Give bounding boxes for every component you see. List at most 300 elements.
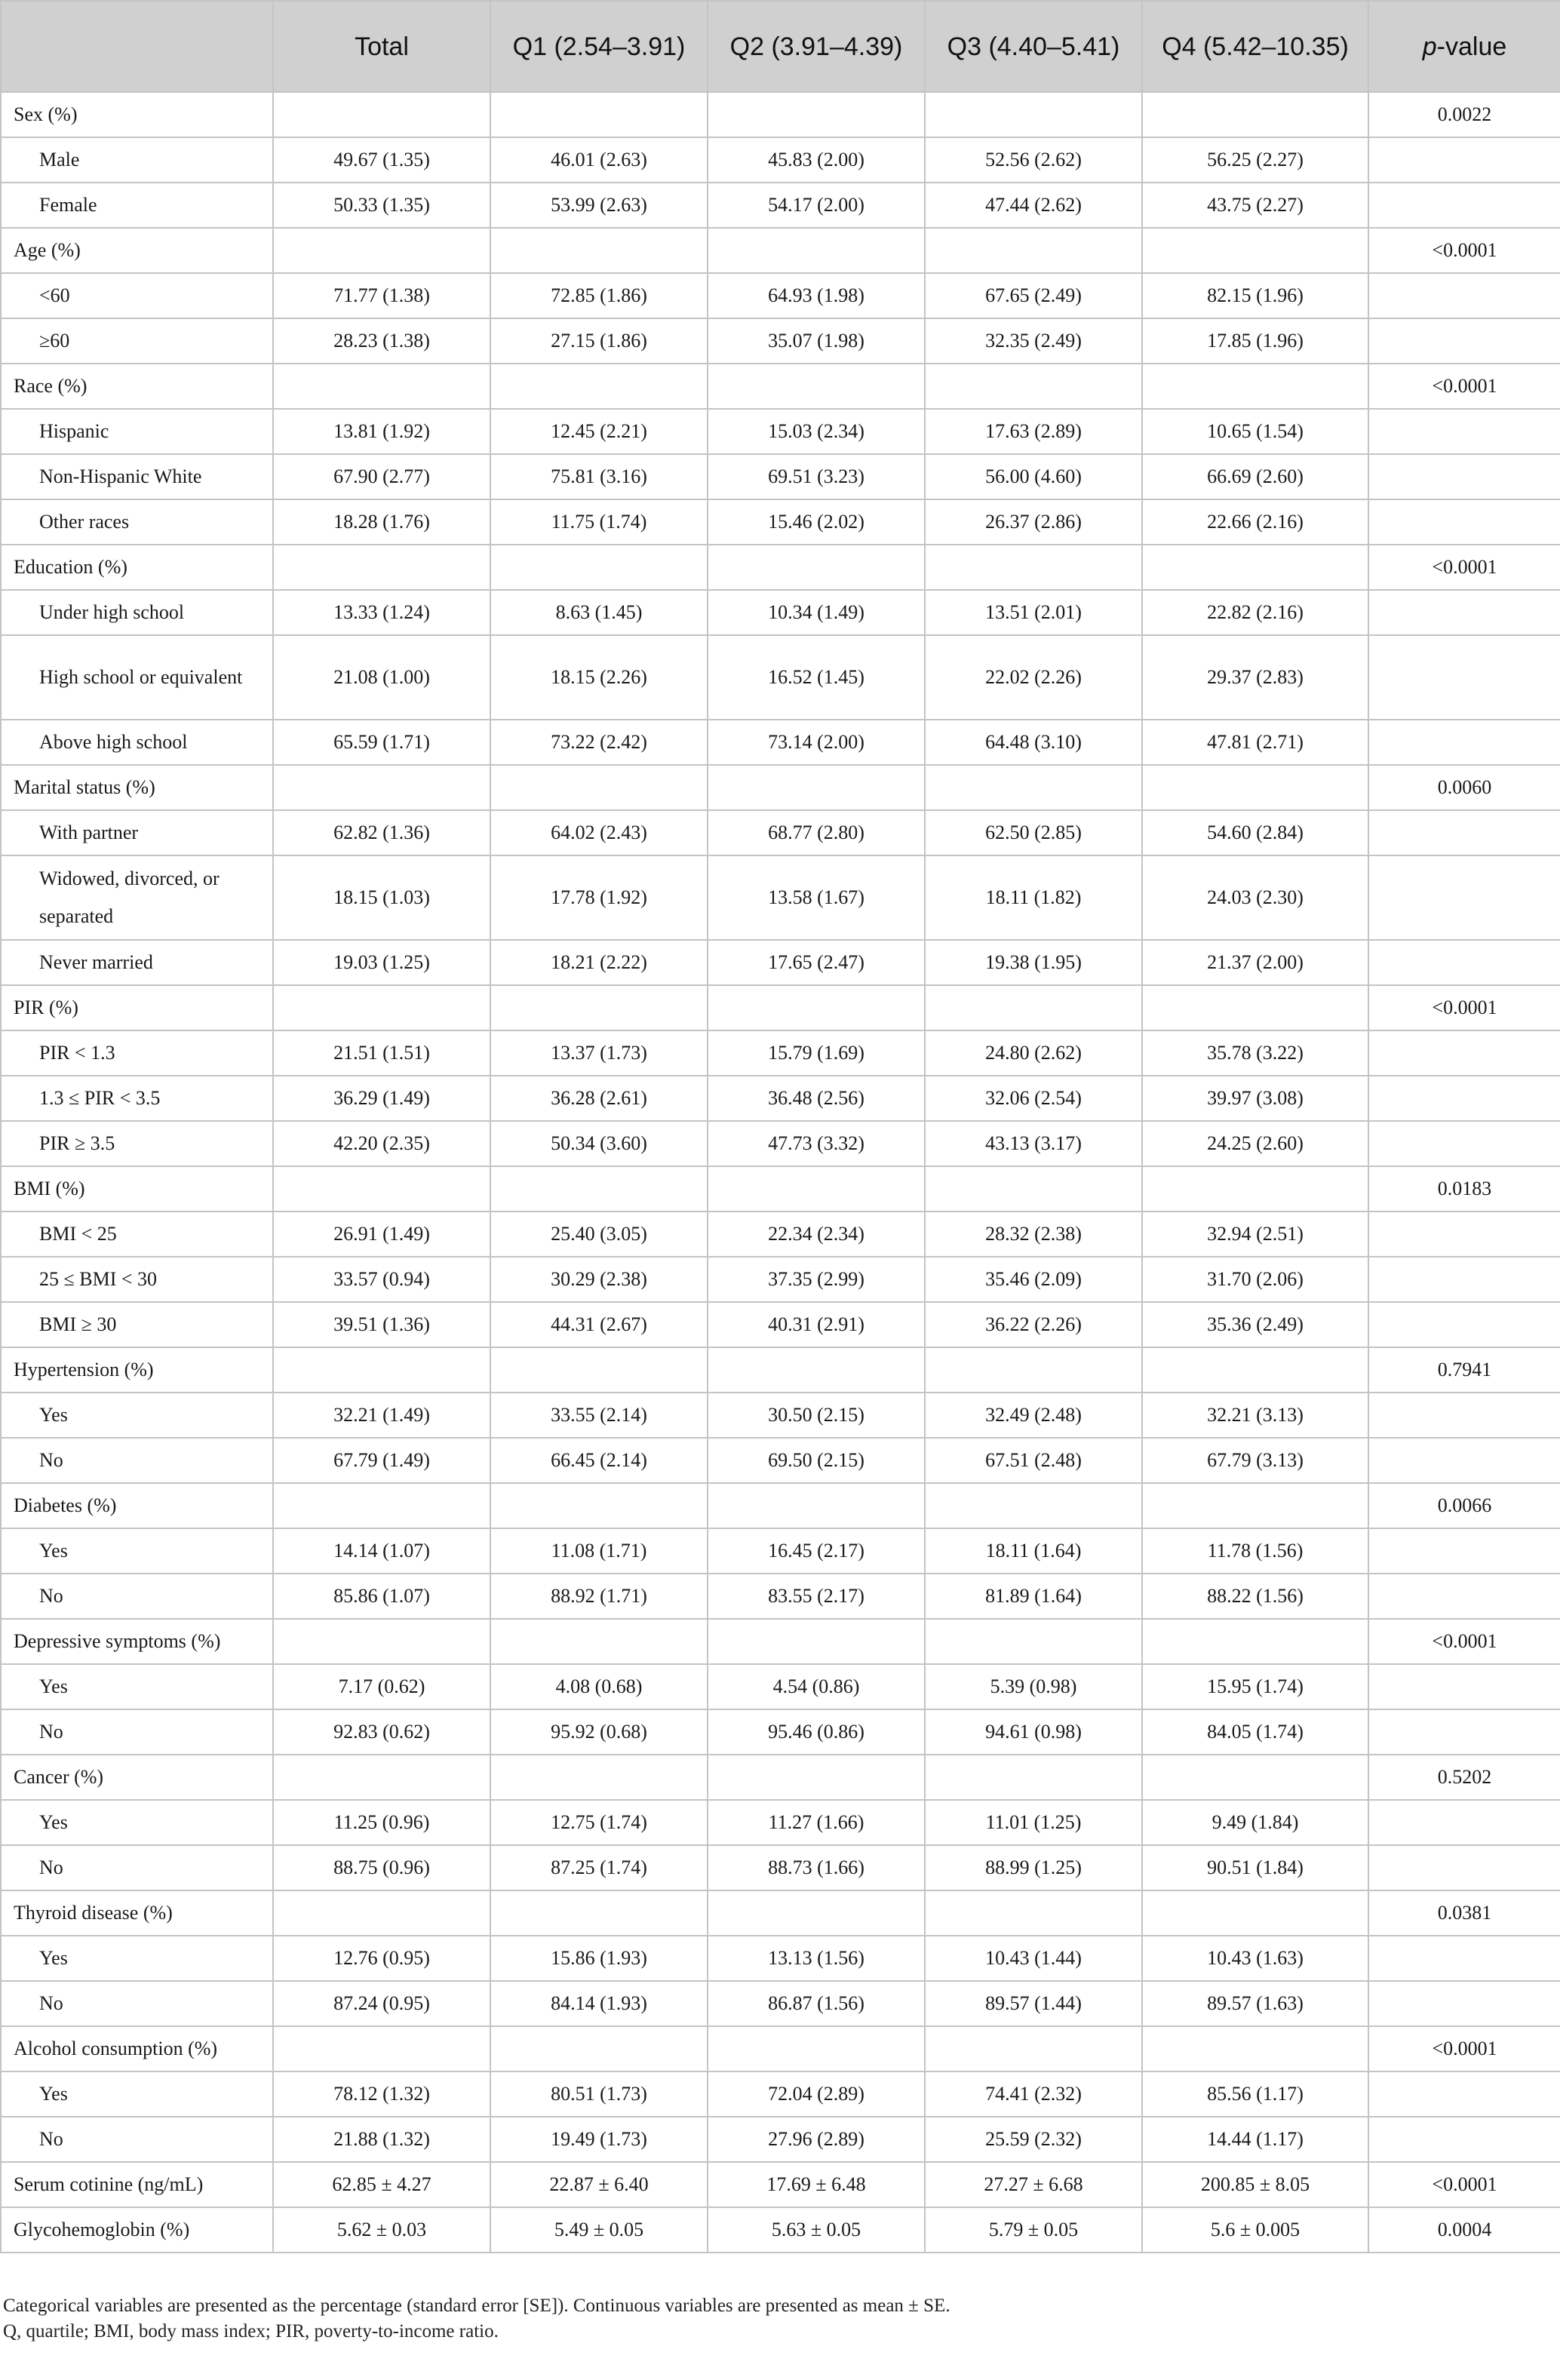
cell-total	[273, 364, 490, 409]
cell-q4: 22.66 (2.16)	[1142, 499, 1368, 545]
cell-q2	[708, 985, 925, 1030]
cell-total: 42.20 (2.35)	[273, 1121, 490, 1166]
cell-q3: 22.02 (2.26)	[925, 635, 1142, 720]
table-row	[1, 137, 1560, 183]
cell-q4: 24.03 (2.30)	[1142, 855, 1368, 940]
cell-q4: 90.51 (1.84)	[1142, 1845, 1368, 1890]
row-label: Thyroid disease (%)	[1, 1890, 273, 1936]
cell-q2: 35.07 (1.98)	[708, 318, 925, 364]
cell-q3: 11.01 (1.25)	[925, 1800, 1142, 1845]
cell-q4: 29.37 (2.83)	[1142, 635, 1368, 720]
cell-q3: 18.11 (1.82)	[925, 855, 1142, 940]
cell-total: 18.15 (1.03)	[273, 855, 490, 940]
table-row	[1, 2071, 1560, 2117]
cell-p-value	[1368, 1709, 1560, 1755]
cell-q1	[490, 1890, 708, 1936]
cell-q1: 95.92 (0.68)	[490, 1709, 708, 1755]
row-label: PIR ≥ 3.5	[1, 1121, 273, 1166]
table-row	[1, 318, 1560, 364]
cell-q1	[490, 2026, 708, 2071]
cell-q3: 94.61 (0.98)	[925, 1709, 1142, 1755]
cell-q4	[1142, 765, 1368, 810]
cell-q2: 15.03 (2.34)	[708, 409, 925, 454]
cell-q4	[1142, 1619, 1368, 1664]
category-row	[1, 2207, 1560, 2253]
category-row	[1, 1755, 1560, 1800]
cell-total: 14.14 (1.07)	[273, 1528, 490, 1574]
cell-total: 28.23 (1.38)	[273, 318, 490, 364]
table-row	[1, 1709, 1560, 1755]
table-row	[1, 499, 1560, 545]
cell-p-value	[1368, 1936, 1560, 1981]
cell-q4	[1142, 1347, 1368, 1393]
cell-total: 78.12 (1.32)	[273, 2071, 490, 2117]
cell-total	[273, 228, 490, 273]
cell-p-value	[1368, 1076, 1560, 1121]
cell-q1: 84.14 (1.93)	[490, 1981, 708, 2026]
cell-q2: 88.73 (1.66)	[708, 1845, 925, 1890]
cell-q2: 17.65 (2.47)	[708, 940, 925, 985]
row-label: No	[1, 2117, 273, 2162]
cell-p-value	[1368, 1393, 1560, 1438]
cell-q1	[490, 364, 708, 409]
cell-q2: 22.34 (2.34)	[708, 1211, 925, 1257]
cell-q3: 13.51 (2.01)	[925, 590, 1142, 635]
category-row	[1, 1166, 1560, 1211]
cell-q3	[925, 228, 1142, 273]
cell-q4: 5.6 ± 0.005	[1142, 2207, 1368, 2253]
cell-q4	[1142, 92, 1368, 137]
table-row	[1, 1211, 1560, 1257]
cell-total: 21.88 (1.32)	[273, 2117, 490, 2162]
cell-total	[273, 92, 490, 137]
category-row	[1, 1483, 1560, 1528]
cell-total: 67.79 (1.49)	[273, 1438, 490, 1483]
cell-q1: 15.86 (1.93)	[490, 1936, 708, 1981]
row-label: Female	[1, 183, 273, 228]
table-row	[1, 1393, 1560, 1438]
table-row	[1, 1030, 1560, 1076]
cell-q1: 8.63 (1.45)	[490, 590, 708, 635]
cell-p-value: 0.0381	[1368, 1890, 1560, 1936]
table-row	[1, 2117, 1560, 2162]
cell-q3: 56.00 (4.60)	[925, 454, 1142, 499]
cell-p-value	[1368, 183, 1560, 228]
cell-q3: 17.63 (2.89)	[925, 409, 1142, 454]
cell-total: 13.81 (1.92)	[273, 409, 490, 454]
cell-q4: 10.65 (1.54)	[1142, 409, 1368, 454]
cell-q4: 47.81 (2.71)	[1142, 720, 1368, 765]
cell-q3: 43.13 (3.17)	[925, 1121, 1142, 1166]
cell-p-value	[1368, 1981, 1560, 2026]
row-label: Yes	[1, 1664, 273, 1709]
table-body	[1, 92, 1560, 2253]
header-p-rest: -value	[1436, 32, 1507, 61]
cell-q4: 89.57 (1.63)	[1142, 1981, 1368, 2026]
cell-q2: 69.51 (3.23)	[708, 454, 925, 499]
cell-q4: 56.25 (2.27)	[1142, 137, 1368, 183]
table-row	[1, 1076, 1560, 1121]
cell-total: 12.76 (0.95)	[273, 1936, 490, 1981]
cell-q2	[708, 1890, 925, 1936]
cell-q1: 88.92 (1.71)	[490, 1574, 708, 1619]
cell-total: 19.03 (1.25)	[273, 940, 490, 985]
cell-total: 87.24 (0.95)	[273, 1981, 490, 2026]
category-row	[1, 985, 1560, 1030]
cell-q4: 43.75 (2.27)	[1142, 183, 1368, 228]
cell-p-value	[1368, 499, 1560, 545]
row-label: PIR (%)	[1, 985, 273, 1030]
cell-q2: 40.31 (2.91)	[708, 1302, 925, 1347]
table-row	[1, 1936, 1560, 1981]
cell-q2: 47.73 (3.32)	[708, 1121, 925, 1166]
cell-p-value	[1368, 273, 1560, 318]
cell-q4: 82.15 (1.96)	[1142, 273, 1368, 318]
cell-q1	[490, 228, 708, 273]
cell-q1: 11.75 (1.74)	[490, 499, 708, 545]
row-label: Sex (%)	[1, 92, 273, 137]
row-label: Glycohemoglobin (%)	[1, 2207, 273, 2253]
cell-q1: 5.49 ± 0.05	[490, 2207, 708, 2253]
cell-q1: 4.08 (0.68)	[490, 1664, 708, 1709]
cell-total: 39.51 (1.36)	[273, 1302, 490, 1347]
cell-q1: 44.31 (2.67)	[490, 1302, 708, 1347]
header-q3: Q3 (4.40–5.41)	[925, 1, 1142, 92]
cell-q3	[925, 1347, 1142, 1393]
cell-p-value	[1368, 409, 1560, 454]
table-row	[1, 1574, 1560, 1619]
cell-q4: 21.37 (2.00)	[1142, 940, 1368, 985]
cell-total: 67.90 (2.77)	[273, 454, 490, 499]
cell-total	[273, 1755, 490, 1800]
cell-total	[273, 1483, 490, 1528]
cell-q4	[1142, 1890, 1368, 1936]
row-label: Cancer (%)	[1, 1755, 273, 1800]
row-label: No	[1, 1438, 273, 1483]
cell-q4: 54.60 (2.84)	[1142, 810, 1368, 855]
cell-q1: 80.51 (1.73)	[490, 2071, 708, 2117]
cell-q2	[708, 1347, 925, 1393]
cell-p-value	[1368, 1574, 1560, 1619]
cell-q4: 35.36 (2.49)	[1142, 1302, 1368, 1347]
row-label: No	[1, 1574, 273, 1619]
cell-total	[273, 985, 490, 1030]
cell-total: 92.83 (0.62)	[273, 1709, 490, 1755]
cell-q1: 18.15 (2.26)	[490, 635, 708, 720]
cell-total: 62.85 ± 4.27	[273, 2162, 490, 2207]
cell-q3	[925, 1483, 1142, 1528]
cell-q4: 14.44 (1.17)	[1142, 2117, 1368, 2162]
cell-p-value: 0.7941	[1368, 1347, 1560, 1393]
cell-q4: 15.95 (1.74)	[1142, 1664, 1368, 1709]
cell-q2: 36.48 (2.56)	[708, 1076, 925, 1121]
cell-q2: 10.34 (1.49)	[708, 590, 925, 635]
cell-p-value: 0.0060	[1368, 765, 1560, 810]
row-label: Race (%)	[1, 364, 273, 409]
cell-p-value	[1368, 454, 1560, 499]
category-row	[1, 1619, 1560, 1664]
header-row	[1, 1, 1560, 92]
cell-p-value: 0.0183	[1368, 1166, 1560, 1211]
cell-q2: 15.46 (2.02)	[708, 499, 925, 545]
cell-total: 71.77 (1.38)	[273, 273, 490, 318]
table-row	[1, 590, 1560, 635]
row-label: Widowed, divorced, or separated	[1, 855, 273, 940]
cell-q1	[490, 1483, 708, 1528]
row-label: PIR < 1.3	[1, 1030, 273, 1076]
cell-q3: 5.39 (0.98)	[925, 1664, 1142, 1709]
cell-q3: 32.06 (2.54)	[925, 1076, 1142, 1121]
cell-total: 7.17 (0.62)	[273, 1664, 490, 1709]
cell-q3: 89.57 (1.44)	[925, 1981, 1142, 2026]
table-row	[1, 273, 1560, 318]
cell-p-value	[1368, 1302, 1560, 1347]
cell-q3	[925, 1890, 1142, 1936]
cell-p-value	[1368, 2071, 1560, 2117]
category-row	[1, 364, 1560, 409]
row-label: High school or equivalent	[1, 635, 273, 720]
cell-p-value: 0.0022	[1368, 92, 1560, 137]
row-label: BMI (%)	[1, 1166, 273, 1211]
cell-q4: 39.97 (3.08)	[1142, 1076, 1368, 1121]
cell-q2: 16.52 (1.45)	[708, 635, 925, 720]
cell-p-value	[1368, 855, 1560, 940]
cell-q1: 50.34 (3.60)	[490, 1121, 708, 1166]
header-q4: Q4 (5.42–10.35)	[1142, 1, 1368, 92]
cell-total: 18.28 (1.76)	[273, 499, 490, 545]
table-row	[1, 454, 1560, 499]
cell-p-value: <0.0001	[1368, 228, 1560, 273]
header-p-italic: p	[1422, 32, 1437, 61]
cell-total	[273, 2026, 490, 2071]
cell-q1: 33.55 (2.14)	[490, 1393, 708, 1438]
cell-q3: 64.48 (3.10)	[925, 720, 1142, 765]
row-label: 1.3 ≤ PIR < 3.5	[1, 1076, 273, 1121]
cell-total	[273, 1619, 490, 1664]
cell-total: 32.21 (1.49)	[273, 1393, 490, 1438]
category-row	[1, 2026, 1560, 2071]
cell-q2: 15.79 (1.69)	[708, 1030, 925, 1076]
table-row	[1, 720, 1560, 765]
cell-p-value	[1368, 1800, 1560, 1845]
cell-total: 21.08 (1.00)	[273, 635, 490, 720]
cell-q1: 13.37 (1.73)	[490, 1030, 708, 1076]
cell-q2: 86.87 (1.56)	[708, 1981, 925, 2026]
row-label: Yes	[1, 1800, 273, 1845]
category-row	[1, 1890, 1560, 1936]
row-label: BMI ≥ 30	[1, 1302, 273, 1347]
cell-total: 11.25 (0.96)	[273, 1800, 490, 1845]
table-row	[1, 1438, 1560, 1483]
cell-q2: 37.35 (2.99)	[708, 1257, 925, 1302]
cell-q2: 68.77 (2.80)	[708, 810, 925, 855]
row-label: BMI < 25	[1, 1211, 273, 1257]
cell-q4: 22.82 (2.16)	[1142, 590, 1368, 635]
cell-q3: 25.59 (2.32)	[925, 2117, 1142, 2162]
cell-q1: 72.85 (1.86)	[490, 273, 708, 318]
cell-q4: 32.94 (2.51)	[1142, 1211, 1368, 1257]
cell-q3	[925, 2026, 1142, 2071]
cell-q1: 73.22 (2.42)	[490, 720, 708, 765]
cell-p-value	[1368, 1438, 1560, 1483]
row-label: Hispanic	[1, 409, 273, 454]
table-footnotes	[0, 2293, 1560, 2345]
cell-p-value: <0.0001	[1368, 985, 1560, 1030]
row-label: Serum cotinine (ng/mL)	[1, 2162, 273, 2207]
cell-q1: 64.02 (2.43)	[490, 810, 708, 855]
cell-q3: 28.32 (2.38)	[925, 1211, 1142, 1257]
cell-total: 62.82 (1.36)	[273, 810, 490, 855]
cell-q3: 24.80 (2.62)	[925, 1030, 1142, 1076]
cell-q1: 46.01 (2.63)	[490, 137, 708, 183]
cell-q3	[925, 985, 1142, 1030]
cell-q4: 11.78 (1.56)	[1142, 1528, 1368, 1574]
cell-q4: 200.85 ± 8.05	[1142, 2162, 1368, 2207]
cell-q2: 16.45 (2.17)	[708, 1528, 925, 1574]
row-label: Above high school	[1, 720, 273, 765]
cell-q3: 19.38 (1.95)	[925, 940, 1142, 985]
table-row	[1, 855, 1560, 940]
cell-total: 21.51 (1.51)	[273, 1030, 490, 1076]
row-label: Non-Hispanic White	[1, 454, 273, 499]
cell-q4: 24.25 (2.60)	[1142, 1121, 1368, 1166]
cell-q2: 54.17 (2.00)	[708, 183, 925, 228]
cell-q1: 12.45 (2.21)	[490, 409, 708, 454]
cell-q2	[708, 92, 925, 137]
cell-total: 49.67 (1.35)	[273, 137, 490, 183]
cell-p-value	[1368, 810, 1560, 855]
cell-q3	[925, 364, 1142, 409]
header-q2: Q2 (3.91–4.39)	[708, 1, 925, 92]
cell-q3	[925, 545, 1142, 590]
cell-p-value	[1368, 1121, 1560, 1166]
cell-q3	[925, 1755, 1142, 1800]
header-p-value	[1368, 1, 1560, 92]
table-row	[1, 1981, 1560, 2026]
row-label: 25 ≤ BMI < 30	[1, 1257, 273, 1302]
cell-q3: 35.46 (2.09)	[925, 1257, 1142, 1302]
cell-q2: 13.13 (1.56)	[708, 1936, 925, 1981]
cell-p-value	[1368, 137, 1560, 183]
cell-q2	[708, 1166, 925, 1211]
cell-total: 88.75 (0.96)	[273, 1845, 490, 1890]
cell-q4: 17.85 (1.96)	[1142, 318, 1368, 364]
cell-q2	[708, 2026, 925, 2071]
cell-q4	[1142, 2026, 1368, 2071]
cell-p-value: <0.0001	[1368, 2026, 1560, 2071]
cell-q4: 31.70 (2.06)	[1142, 1257, 1368, 1302]
cell-total	[273, 1166, 490, 1211]
cell-q1	[490, 1755, 708, 1800]
cell-total	[273, 765, 490, 810]
cell-q1: 30.29 (2.38)	[490, 1257, 708, 1302]
cell-q4: 66.69 (2.60)	[1142, 454, 1368, 499]
cell-q2	[708, 228, 925, 273]
cell-q1: 12.75 (1.74)	[490, 1800, 708, 1845]
row-label: Never married	[1, 940, 273, 985]
cell-q2: 83.55 (2.17)	[708, 1574, 925, 1619]
cell-p-value: 0.0004	[1368, 2207, 1560, 2253]
row-label: Age (%)	[1, 228, 273, 273]
cell-q1: 36.28 (2.61)	[490, 1076, 708, 1121]
table-row	[1, 183, 1560, 228]
cell-q3: 52.56 (2.62)	[925, 137, 1142, 183]
cell-q4	[1142, 1755, 1368, 1800]
cell-q4: 35.78 (3.22)	[1142, 1030, 1368, 1076]
cell-p-value: 0.5202	[1368, 1755, 1560, 1800]
row-label: No	[1, 1981, 273, 2026]
cell-q3	[925, 92, 1142, 137]
category-row	[1, 228, 1560, 273]
cell-q2	[708, 545, 925, 590]
cell-q2	[708, 1619, 925, 1664]
cell-p-value	[1368, 1030, 1560, 1076]
cell-total: 50.33 (1.35)	[273, 183, 490, 228]
header-total: Total	[273, 1, 490, 92]
cell-total	[273, 545, 490, 590]
row-label: Education (%)	[1, 545, 273, 590]
header-variable	[1, 1, 273, 92]
cell-q2: 64.93 (1.98)	[708, 273, 925, 318]
cell-q4: 67.79 (3.13)	[1142, 1438, 1368, 1483]
cell-q3: 10.43 (1.44)	[925, 1936, 1142, 1981]
table-row	[1, 810, 1560, 855]
cell-q1	[490, 1619, 708, 1664]
row-label: Male	[1, 137, 273, 183]
cell-p-value	[1368, 635, 1560, 720]
cell-q2: 5.63 ± 0.05	[708, 2207, 925, 2253]
table-row	[1, 1845, 1560, 1890]
cell-q1: 17.78 (1.92)	[490, 855, 708, 940]
cell-q2: 11.27 (1.66)	[708, 1800, 925, 1845]
cell-q4	[1142, 1483, 1368, 1528]
cell-p-value	[1368, 1528, 1560, 1574]
table-row	[1, 1257, 1560, 1302]
row-label: No	[1, 1709, 273, 1755]
cell-q4: 9.49 (1.84)	[1142, 1800, 1368, 1845]
cell-p-value: <0.0001	[1368, 545, 1560, 590]
cell-q1: 18.21 (2.22)	[490, 940, 708, 985]
cell-q3: 18.11 (1.64)	[925, 1528, 1142, 1574]
cell-q4: 32.21 (3.13)	[1142, 1393, 1368, 1438]
cell-total: 65.59 (1.71)	[273, 720, 490, 765]
table-row	[1, 940, 1560, 985]
cell-q1	[490, 545, 708, 590]
cell-q3: 5.79 ± 0.05	[925, 2207, 1142, 2253]
row-label: Diabetes (%)	[1, 1483, 273, 1528]
cell-q1: 22.87 ± 6.40	[490, 2162, 708, 2207]
row-label: Yes	[1, 1528, 273, 1574]
category-row	[1, 765, 1560, 810]
cell-total	[273, 1890, 490, 1936]
cell-p-value: <0.0001	[1368, 364, 1560, 409]
category-row	[1, 545, 1560, 590]
cell-q3	[925, 765, 1142, 810]
cell-q2: 69.50 (2.15)	[708, 1438, 925, 1483]
cell-q3	[925, 1166, 1142, 1211]
cell-q3: 36.22 (2.26)	[925, 1302, 1142, 1347]
row-label: Other races	[1, 499, 273, 545]
category-row	[1, 2162, 1560, 2207]
row-label: ≥60	[1, 318, 273, 364]
cell-p-value	[1368, 590, 1560, 635]
cell-total: 85.86 (1.07)	[273, 1574, 490, 1619]
cell-q3: 67.51 (2.48)	[925, 1438, 1142, 1483]
cell-total: 5.62 ± 0.03	[273, 2207, 490, 2253]
cell-total: 13.33 (1.24)	[273, 590, 490, 635]
table-row	[1, 1302, 1560, 1347]
cell-q2: 30.50 (2.15)	[708, 1393, 925, 1438]
